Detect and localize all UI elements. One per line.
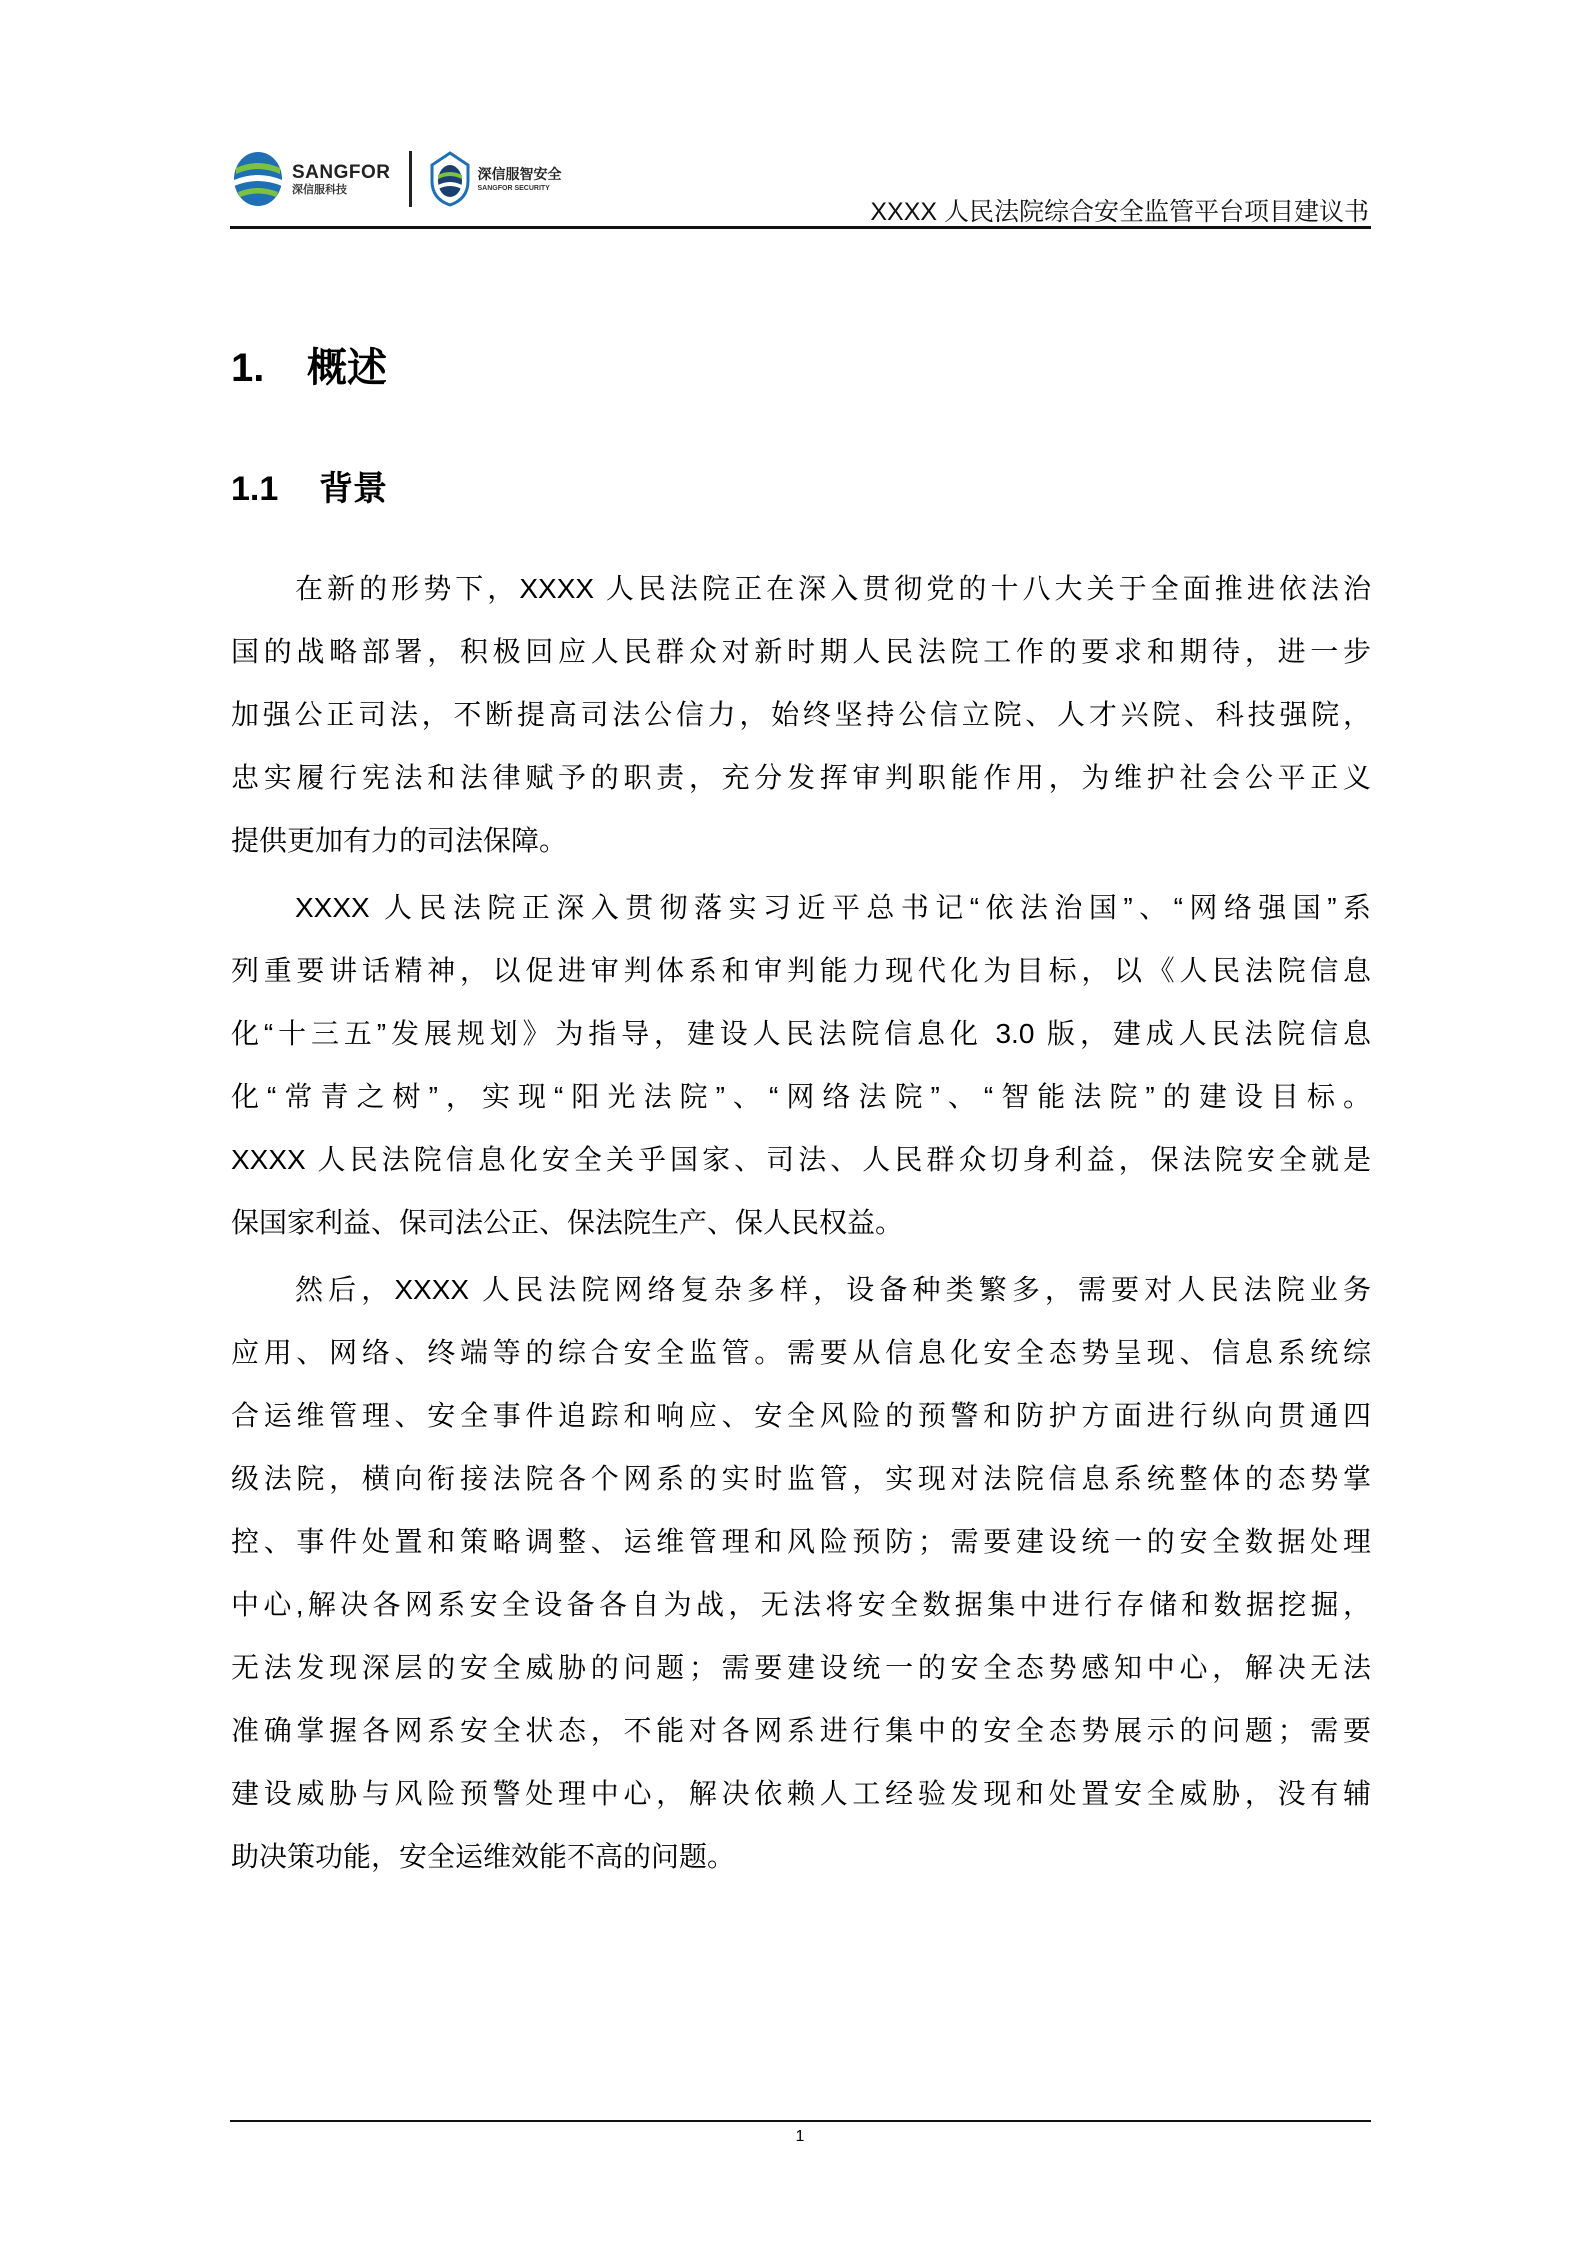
paragraph-line: 然后，XXXX 人民法院网络复杂多样，设备种类繁多，需要对人民法院业务 (295, 1274, 1371, 1305)
brand-name: SANGFOR (292, 161, 391, 183)
paragraph-line: 保国家利益、保司法公正、保法院生产、保人民权益。 (231, 1207, 904, 1238)
heading-1-text: 概述 (307, 346, 387, 390)
paragraph-line: 建设威胁与风险预警处理中心，解决依赖人工经验发现和处置安全威胁，没有辅 (231, 1778, 1371, 1809)
brand-subtitle: 深信服科技 (292, 183, 347, 196)
paragraph-line: 应用、网络、终端等的综合安全监管。需要从信息化安全态势呈现、信息系统综 (231, 1337, 1371, 1368)
paragraph-line: 助决策功能，安全运维效能不高的问题。 (231, 1841, 736, 1872)
heading-1-number: 1. (231, 346, 265, 390)
heading-1-1-text: 背景 (319, 470, 387, 508)
paragraph-line: 级法院，横向衔接法院各个网系的实时监管，实现对法院信息系统整体的态势掌 (231, 1463, 1371, 1494)
paragraph-line: 化“常青之树”，实现“阳光法院”、“网络法院”、“智能法院”的建设目标。 (231, 1081, 1371, 1112)
paragraph-line: XXXX 人民法院正深入贯彻落实习近平总书记“依法治国”、“网络强国”系 (295, 892, 1371, 923)
paragraph-line: 控、事件处置和策略调整、运维管理和风险预防；需要建设统一的安全数据处理 (231, 1526, 1371, 1557)
paragraph-line: 加强公正司法，不断提高司法公信力，始终坚持公信立院、人才兴院、科技强院， (231, 699, 1371, 730)
page-number: 1 (795, 2128, 805, 2145)
header-logo (232, 148, 562, 210)
paragraph-line: 忠实履行宪法和法律赋予的职责，充分发挥审判职能作用，为维护社会公平正义 (231, 762, 1371, 793)
sangfor-globe-icon (232, 150, 284, 208)
paragraph (231, 568, 1371, 883)
security-shield-icon (430, 151, 470, 207)
paragraph-line: 列重要讲话精神，以促进审判体系和审判能力现代化为目标，以《人民法院信息 (231, 955, 1371, 986)
security-brand-subtitle: SANGFOR SECURITY (477, 184, 550, 192)
paragraph-line: 中心,解决各网系安全设备各自为战，无法将安全数据集中进行存储和数据挖掘， (231, 1589, 1371, 1620)
body-text (231, 568, 1371, 1903)
paragraph-line: 准确掌握各网系安全状态，不能对各网系进行集中的安全态势展示的问题；需要 (231, 1715, 1371, 1746)
paragraph-line: 合运维管理、安全事件追踪和响应、安全风险的预警和防护方面进行纵向贯通四 (231, 1400, 1371, 1431)
paragraph-line: 化“十三五”发展规划》为指导，建设人民法院信息化 3.0 版，建成人民法院信息 (231, 1018, 1371, 1049)
document-header-title: XXXX 人民法院综合安全监管平台项目建议书 (870, 198, 1369, 226)
heading-1-1-number: 1.1 (231, 470, 279, 508)
paragraph-line: 国的战略部署，积极回应人民群众对新时期人民法院工作的要求和期待，进一步 (231, 636, 1371, 667)
heading-1 (231, 336, 387, 393)
paragraph (231, 1269, 1371, 1899)
paragraph-line: XXXX 人民法院信息化安全关乎国家、司法、人民群众切身利益，保法院安全就是 (231, 1144, 1371, 1175)
footer-divider (230, 2120, 1371, 2122)
sangfor-logo (232, 150, 391, 208)
security-brand-name: 深信服智安全 (477, 165, 562, 182)
logo-divider (409, 151, 412, 207)
sangfor-security-logo (430, 151, 562, 207)
paragraph (231, 887, 1371, 1265)
paragraph-line: 无法发现深层的安全威胁的问题；需要建设统一的安全态势感知中心，解决无法 (231, 1652, 1371, 1683)
paragraph-line: 提供更加有力的司法保障。 (231, 825, 568, 856)
heading-1-1 (231, 461, 387, 510)
header-divider (230, 226, 1371, 229)
paragraph-line: 在新的形势下，XXXX 人民法院正在深入贯彻党的十八大关于全面推进依法治 (295, 573, 1371, 604)
